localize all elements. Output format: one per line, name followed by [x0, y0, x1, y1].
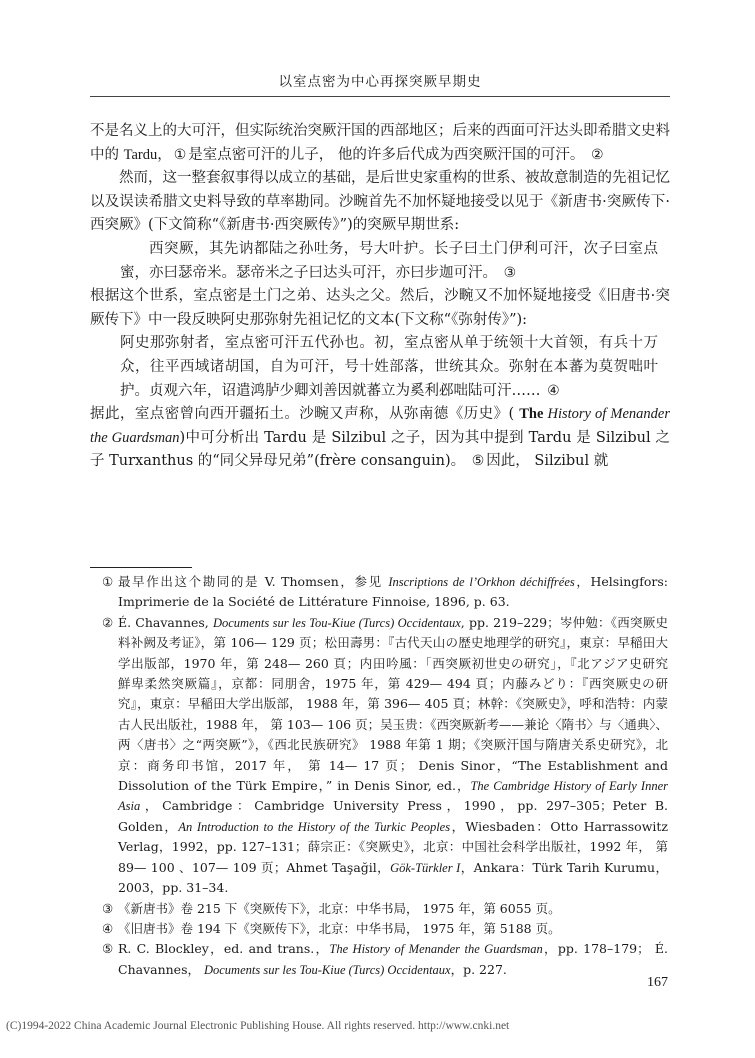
- text-run: ，Ankara：Türk Tarih Kurumu，2003，pp. 31–34.: [118, 859, 669, 896]
- paragraph-3: 根据这个世系，室点密是土门之弟、达头之父。然后，沙畹又不加怀疑地接受《旧唐书·突厥传下》中一段反映阿史那弥射先祖记忆的文本(下文称“《弥射传》”):: [90, 288, 670, 328]
- text-run: R. C. Blockley，ed. and trans.，: [118, 941, 330, 957]
- paragraph-2: 然而，这一整套叙事得以成立的基础，是后世史家重构的世系、被故意制造的先祖记忆以及误读希腊文史料导致的草率勘同。沙畹首先不加怀疑地接受以见于《新唐书·突厥传下·西突厥》(下文简称“《新唐书·西突厥传》”)的突厥早期世系:: [90, 170, 670, 234]
- footnote-3: [102, 899, 668, 919]
- copyright-line: (C)1994-2022 China Academic Journal Electronic Publishing House. All rights reserved. http://www.cnki.net: [6, 1020, 510, 1032]
- text-run: ，Wiesbaden：Otto Harrassowitz Verlag，1992，pp. 127–131；薛宗正：《突厥史》，北京：中国社会科学出版社，1992 年， 第 89— 100 、107— 109 页；Ahmet Taşağil，: [118, 818, 668, 875]
- book-title: History of Menander the Guardsman: [90, 406, 670, 446]
- book-title: The Cambridge History of Early Inner Asia: [118, 779, 668, 814]
- text-run: ，Helsingfors: Imprimerie de la Société de Littérature Finnoise, 1896, p. 63.: [118, 574, 669, 610]
- footnote-ref-4[interactable]: ④: [547, 382, 560, 399]
- text-run: ，: [157, 146, 172, 163]
- block-quote-2: [90, 332, 670, 403]
- book-title: Documents sur les Tou-Kiue (Turcs) Occidentaux: [203, 962, 451, 977]
- footnote-ref-5[interactable]: ⑤: [471, 453, 485, 470]
- block-quote-1: [90, 238, 670, 285]
- book-title: Documents sur les Tou-Kiue (Turcs) Occidentaux: [212, 615, 461, 630]
- footnotes: [102, 572, 681, 980]
- text-run: , pp. 219–229；岑仲勉：《西突厥史料补阙及考证》，第 106— 129 页；松田壽男：『古代天山の歴史地理学的研究』，東京：早稲田大学出版部，1970 年，第 248— 260 頁；内田吟風：「西突厥初世史の研究」，『北アジア史研究 鮮卑柔然突厥篇』，京都：同朋舍，1975 年，第 429— 494 頁；内藤みどり：『西突厥史の研究』，東京：早稲田大学出版部， 1988 年，第 396— 405 頁；林幹：《突厥史》，呼和浩特：内蒙古人民出版社，1988 年， 第 103— 106 页；吴玉贵：《西突厥新考——兼论〈隋书〉与〈通典〉、两〈唐书〉之“两突厥”》，《西北民族研究》 1988 年第 1 期；《突厥汗国与隋唐关系史研究》，北京：商务印书馆，2017 年， 第 14— 17 页； Denis Sinor，“The Establishment and Dissolution of the Türk Empire，” in Denis Sinor, ed.，: [118, 614, 681, 794]
- text-run: ，pp. 178–179； É. Chavannes，: [118, 941, 668, 977]
- book-title: An Introduction to the History of the Turkic Peoples: [178, 819, 451, 834]
- text-run: )中可分析出 Tardu 是 Silzibul 之子，因为其中提到 Tardu 是 Silzibul 之子 Turxanthus 的“同父异母兄弟”(frère consanguin)。: [90, 429, 671, 470]
- footnote-text: [118, 613, 681, 899]
- book-title: Gök-Türkler I: [390, 860, 461, 875]
- footnote-mark: ①: [102, 574, 114, 589]
- footnote-4: [102, 919, 668, 939]
- main-text: [90, 120, 670, 474]
- text-run: 是室点密可汗的儿子， 他的许多后代成为西突厥汗国的可汗。: [188, 146, 589, 163]
- text-run: 因此， Silzibul 就: [486, 453, 609, 470]
- footnote-mark: ④: [102, 920, 114, 936]
- text-run: 据此，室点密曾向西开疆拓土。沙畹又声称，从弥南德《历史》(: [90, 406, 520, 423]
- book-title: Inscriptions de l’Orkhon déchiffrées: [388, 575, 575, 589]
- footnote-5: [102, 939, 668, 980]
- page-number: 167: [647, 975, 668, 990]
- footnote-mark: ②: [102, 614, 114, 630]
- running-header: 以室点密为中心再探突厥早期史: [278, 74, 482, 90]
- text-run: The: [519, 406, 544, 423]
- text-run: É. Chavannes,: [118, 614, 213, 630]
- quote-text: 阿史那弥射者，室点密可汗五代孙也。初，室点密从单于统领十大首领，有兵十万众，往平西域诸胡国，自为可汗，号十姓部落，世统其众。弥射在本蕃为莫贺咄叶护。贞观六年，诏遣鸿胪少卿刘善因就蕃立为奚利邲咄陆可汗……: [120, 335, 658, 399]
- footnote-ref-2[interactable]: ②: [591, 146, 604, 163]
- footnote-ref-3[interactable]: ③: [503, 264, 517, 281]
- footnote-2: [102, 613, 681, 899]
- header-rule: [90, 96, 670, 97]
- text-run: 最早作出这个勘同的是 V. Thomsen，参见: [118, 574, 389, 589]
- footnote-mark: ⑤: [102, 941, 114, 957]
- footnote-text: [118, 939, 668, 980]
- paragraph-4: [90, 403, 670, 474]
- footnote-text: 《旧唐书》卷 194 下《突厥传下》，北京：中华书局， 1975 年，第 5188 页。: [118, 920, 561, 936]
- book-title: The History of Menander the Guardsman: [329, 942, 543, 957]
- text-run: ，p. 227.: [450, 961, 507, 977]
- footnote-text: 《新唐书》卷 215 下《突厥传下》，北京：中华书局， 1975 年，第 6055 页。: [118, 900, 561, 916]
- paragraph-1: [90, 120, 670, 167]
- footnote-text: [118, 572, 668, 613]
- text-run: Tardu: [123, 146, 158, 163]
- footnote-rule: [90, 567, 192, 568]
- footnote-1: [102, 572, 668, 613]
- footnote-ref-1[interactable]: ①: [173, 146, 187, 163]
- text-run: ，Cambridge：Cambridge University Press，1990，pp. 297–305；Peter B. Golden，: [118, 798, 668, 834]
- text-run: 不是名义上的大可汗，但实际统治突厥汗国的西部地区；后来的西面可汗达头即希腊文史料中的: [90, 123, 670, 163]
- quote-text: 西突厥，其先讷都陆之孙吐务，号大叶护。长子曰土门伊利可汗，次子曰室点蜜，亦曰瑟帝米。瑟帝米之子曰达头可汗，亦曰步迦可汗。: [120, 240, 658, 281]
- footnote-mark: ③: [102, 900, 114, 916]
